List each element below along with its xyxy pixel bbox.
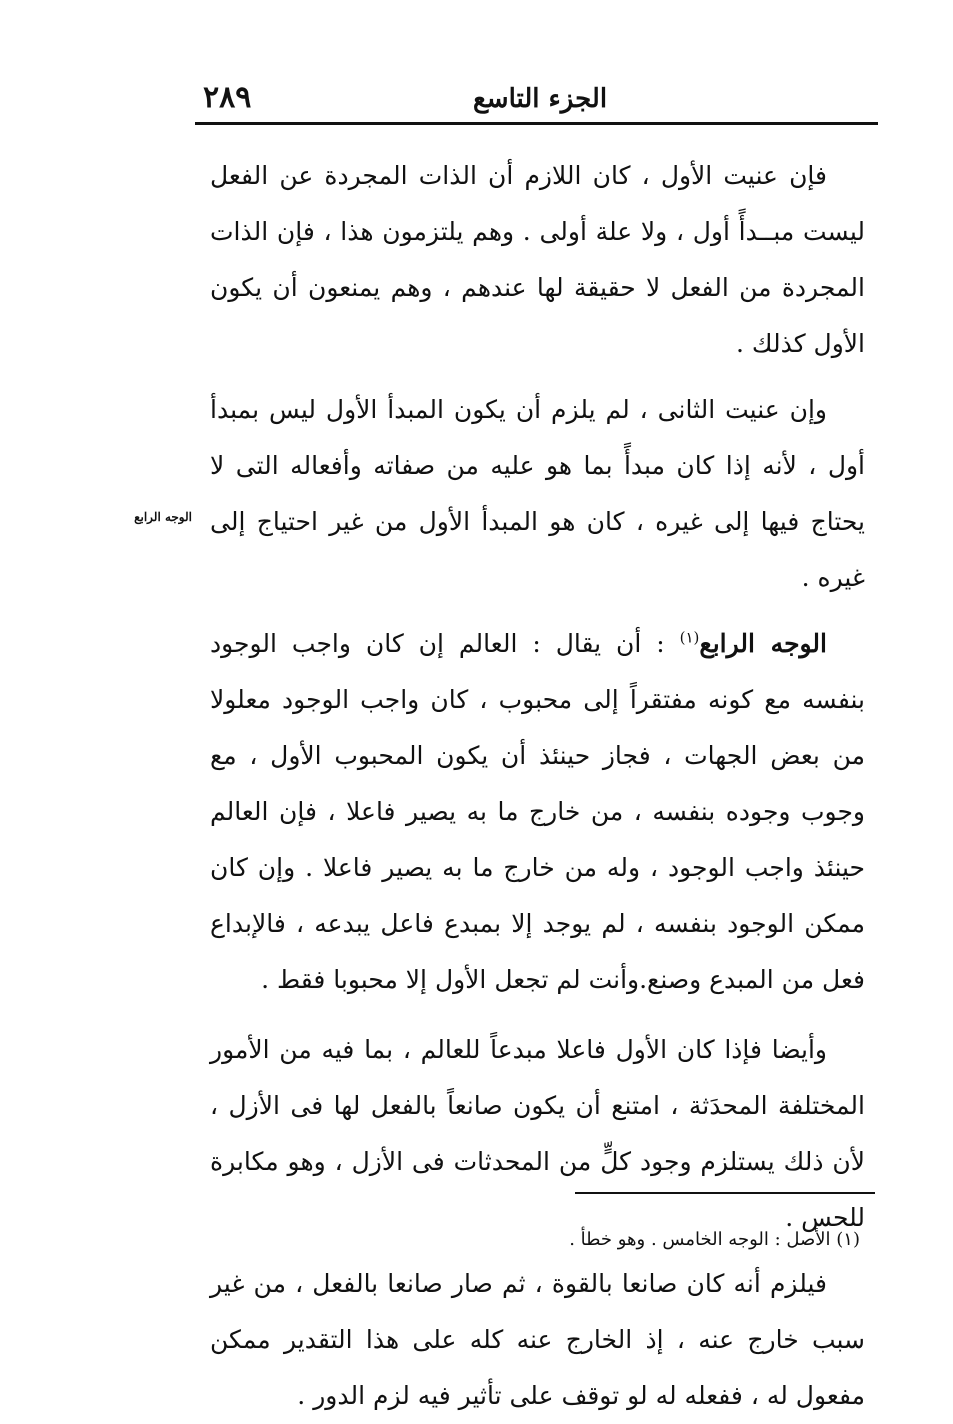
- paragraph-2: وإن عنيت الثانى ، لم يلزم أن يكون المبدأ الأول ليس بمبدأ أول ، لأنه إذا كان مبدأً بما هو عليه من صفاته وأفعاله التى لا يحتاج فيها إلى غيره ، كان هو المبدأ الأول من غير احتياج إلى غيره .: [210, 395, 865, 592]
- margin-note: الوجه الرابع: [134, 510, 192, 524]
- paragraph-3-text: : أن يقال : العالم إن كان واجب الوجود بنفسه مع كونه مفتقراً إلى محبوب ، كان واجب الوجود معلولا من بعض الجهات ، فجاز حينئذ أن يكون المحبوب الأول ، مع وجوب وجوده بنفسه ، من خارج ما به يصير فاعلا ، فإن العالم حينئذ واجب الوجود ، وله من خارج ما به يصير فاعلا . وإن كان ممكن الوجود بنفسه ، لم يوجد إلا بمبدع فاعل يبدعه ، فالإبداع فعل من المبدع وصنع.وأنت لم تجعل الأول إلا محبوبا فقط .: [210, 629, 865, 994]
- paragraph-1: فإن عنيت الأول ، كان اللازم أن الذات المجردة عن الفعل ليست مبــدأً أول ، ولا علة أولى . وهم يلتزمون هذا ، فإن الذات المجردة من الفعل لا حقيقة لها عندهم ، وهم يمنعون أن يكون الأول كذلك .: [210, 161, 865, 358]
- page-number: ٢٨٩: [203, 80, 252, 115]
- header-rule: [195, 122, 878, 125]
- paragraph-4: وأيضا فإذا كان الأول فاعلا مبدعاً للعالم ، بما فيه من الأمور المختلفة المحدَثة ، امتنع أن يكون صانعاً بالفعل لها فى الأزل ، لأن ذلك يستلزم وجود كلٍّ من المحدثات فى الأزل ، وهو مكابرة للحس .: [210, 1035, 865, 1232]
- footnote: (١) الأصل : الوجه الخامس . وهو خطأ .: [569, 1229, 860, 1250]
- page-header: [195, 78, 878, 122]
- running-title: الجزء التاسع: [472, 84, 608, 114]
- paragraph-3: [210, 616, 865, 1008]
- paragraph-5: فيلزم أنه كان صانعا بالقوة ، ثم صار صانعا بالفعل ، من غير سبب خارج عنه ، إذ الخارج عنه كله على هذا التقدير ممكن مفعول له ، ففعله له لو توقف على تأثير فيه لزم الدور .: [210, 1269, 865, 1410]
- footnote-reference: (١): [679, 628, 700, 647]
- section-heading: الوجه الرابع: [699, 629, 827, 658]
- footnote-rule: [575, 1192, 875, 1194]
